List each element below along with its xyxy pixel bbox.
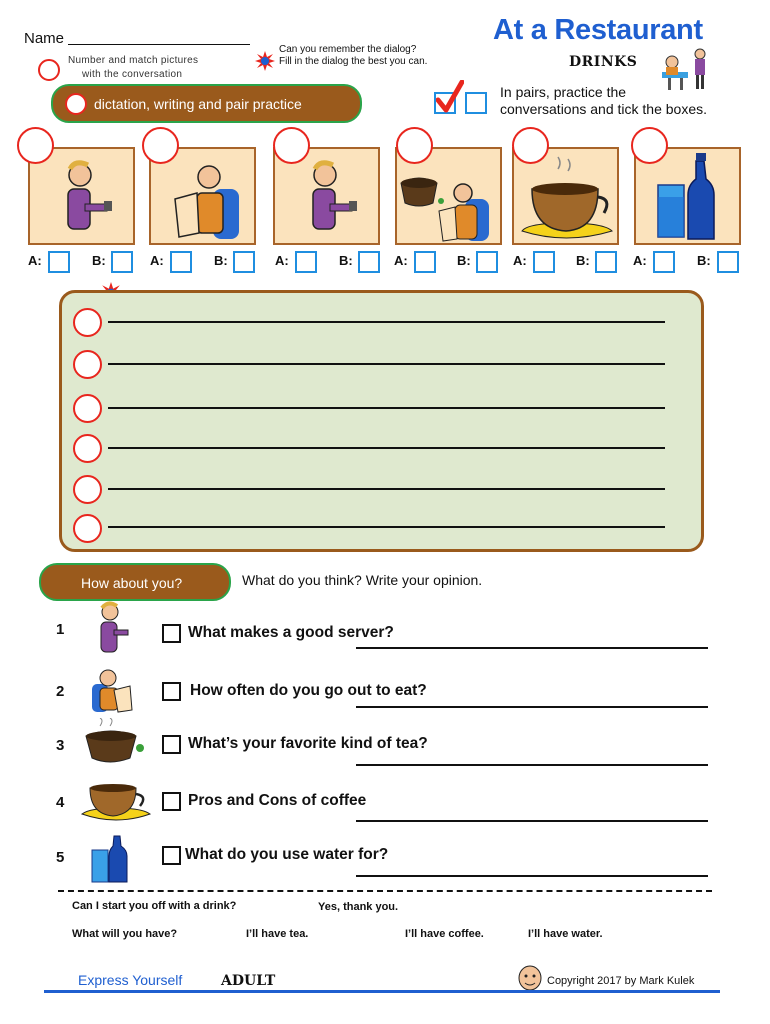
phrase-coffee: I’ll have coffee. bbox=[405, 928, 484, 940]
b-label: B: bbox=[339, 253, 353, 268]
question-text: What do you use water for? bbox=[185, 846, 389, 863]
answer-line-2[interactable] bbox=[356, 706, 708, 708]
a-box-4[interactable] bbox=[414, 251, 436, 273]
practice-pill-label: dictation, writing and pair practice bbox=[94, 96, 302, 112]
b-label: B: bbox=[457, 253, 471, 268]
starburst-icon bbox=[255, 51, 275, 71]
tile-number-circle-2[interactable] bbox=[142, 127, 179, 164]
tile-number-circle-4[interactable] bbox=[396, 127, 433, 164]
question-text: Pros and Cons of coffee bbox=[188, 792, 367, 809]
phrase-water: I’ll have water. bbox=[528, 928, 603, 940]
a-box-6[interactable] bbox=[653, 251, 675, 273]
how-about-pill bbox=[39, 563, 231, 601]
instruction-with-conversation: with the conversation bbox=[82, 69, 183, 80]
tick-box-empty[interactable] bbox=[465, 92, 487, 114]
phrase-start-drink: Can I start you off with a drink? bbox=[72, 900, 237, 912]
dialog-line-circle-4[interactable] bbox=[73, 434, 102, 463]
pairs-instruction-2: conversations and tick the boxes. bbox=[500, 101, 708, 117]
a-label: A: bbox=[150, 253, 164, 268]
b-box-3[interactable] bbox=[358, 251, 380, 273]
question-checkbox-5[interactable] bbox=[162, 846, 181, 865]
practice-pill bbox=[51, 84, 362, 123]
a-label: A: bbox=[28, 253, 42, 268]
a-label: A: bbox=[633, 253, 647, 268]
dialog-line-2[interactable] bbox=[108, 363, 665, 365]
restaurant-scene-icon bbox=[660, 44, 712, 92]
b-label: B: bbox=[92, 253, 106, 268]
man-reading-menu-icon bbox=[88, 664, 134, 714]
footer-copyright: Copyright 2017 by Mark Kulek bbox=[547, 975, 695, 987]
phrase-yes-thanks: Yes, thank you. bbox=[318, 901, 399, 913]
pill-circle-icon bbox=[65, 93, 87, 115]
b-box-4[interactable] bbox=[476, 251, 498, 273]
name-label: Name bbox=[24, 30, 65, 47]
coffee-cup-icon bbox=[80, 776, 152, 824]
answer-line-4[interactable] bbox=[356, 820, 708, 822]
name-line[interactable] bbox=[68, 44, 250, 45]
answer-line-5[interactable] bbox=[356, 875, 708, 877]
pairs-instruction-1: In pairs, practice the bbox=[500, 84, 627, 100]
a-label: A: bbox=[394, 253, 408, 268]
a-box-5[interactable] bbox=[533, 251, 555, 273]
dialog-line-circle-6[interactable] bbox=[73, 514, 102, 543]
dialog-line-4[interactable] bbox=[108, 447, 665, 449]
red-check-icon bbox=[436, 80, 464, 114]
man-talking-icon bbox=[30, 149, 133, 243]
a-label: A: bbox=[275, 253, 289, 268]
tile-number-circle-3[interactable] bbox=[273, 127, 310, 164]
dashed-divider bbox=[58, 890, 712, 892]
question-number: 4 bbox=[56, 794, 65, 811]
dialog-line-5[interactable] bbox=[108, 488, 665, 490]
dialog-line-circle-5[interactable] bbox=[73, 475, 102, 504]
dialog-line-6[interactable] bbox=[108, 526, 665, 528]
tile-number-circle-1[interactable] bbox=[17, 127, 54, 164]
dialog-line-1[interactable] bbox=[108, 321, 665, 323]
question-checkbox-4[interactable] bbox=[162, 792, 181, 811]
footer-line bbox=[44, 990, 720, 993]
dialog-panel bbox=[59, 290, 704, 552]
man-talking-icon bbox=[90, 600, 130, 658]
page-title: At a Restaurant bbox=[493, 14, 703, 46]
instruction-number-match: Number and match pictures bbox=[68, 55, 199, 66]
a-box-2[interactable] bbox=[170, 251, 192, 273]
tea-pot-icon bbox=[82, 718, 148, 768]
number-circle-icon bbox=[38, 59, 60, 81]
phrase-what-will-you-have: What will you have? bbox=[72, 928, 178, 940]
opinion-prompt: What do you think? Write your opinion. bbox=[242, 572, 483, 588]
a-box-1[interactable] bbox=[48, 251, 70, 273]
question-number: 3 bbox=[56, 737, 65, 754]
question-text: What makes a good server? bbox=[188, 624, 394, 641]
phrase-tea: I’ll have tea. bbox=[246, 928, 309, 940]
footer-level: ADULT bbox=[221, 973, 276, 989]
question-checkbox-3[interactable] bbox=[162, 735, 181, 754]
tile-number-circle-6[interactable] bbox=[631, 127, 668, 164]
instruction-remember-dialog: Can you remember the dialog? bbox=[279, 44, 417, 55]
b-box-1[interactable] bbox=[111, 251, 133, 273]
question-text: How often do you go out to eat? bbox=[190, 682, 427, 699]
dialog-line-circle-1[interactable] bbox=[73, 308, 102, 337]
a-label: A: bbox=[513, 253, 527, 268]
tile-number-circle-5[interactable] bbox=[512, 127, 549, 164]
question-number: 5 bbox=[56, 849, 65, 866]
question-number: 1 bbox=[56, 621, 65, 638]
dialog-line-circle-2[interactable] bbox=[73, 350, 102, 379]
water-bottle-glass-icon bbox=[90, 832, 132, 884]
author-face-icon bbox=[515, 964, 545, 992]
b-label: B: bbox=[214, 253, 228, 268]
how-about-label: How about you? bbox=[81, 575, 183, 591]
a-box-3[interactable] bbox=[295, 251, 317, 273]
page-subtitle: DRINKS bbox=[569, 54, 638, 70]
man-reading-menu-icon bbox=[151, 149, 254, 243]
dialog-line-circle-3[interactable] bbox=[73, 394, 102, 423]
dialog-line-3[interactable] bbox=[108, 407, 665, 409]
footer-brand: Express Yourself bbox=[78, 972, 183, 988]
question-checkbox-2[interactable] bbox=[162, 682, 181, 701]
b-box-5[interactable] bbox=[595, 251, 617, 273]
instruction-fill-dialog: Fill in the dialog the best you can. bbox=[279, 56, 428, 67]
answer-line-1[interactable] bbox=[356, 647, 708, 649]
b-label: B: bbox=[697, 253, 711, 268]
answer-line-3[interactable] bbox=[356, 764, 708, 766]
question-text: What’s your favorite kind of tea? bbox=[188, 735, 428, 752]
b-label: B: bbox=[576, 253, 590, 268]
b-box-6[interactable] bbox=[717, 251, 739, 273]
question-checkbox-1[interactable] bbox=[162, 624, 181, 643]
b-box-2[interactable] bbox=[233, 251, 255, 273]
question-number: 2 bbox=[56, 683, 65, 700]
